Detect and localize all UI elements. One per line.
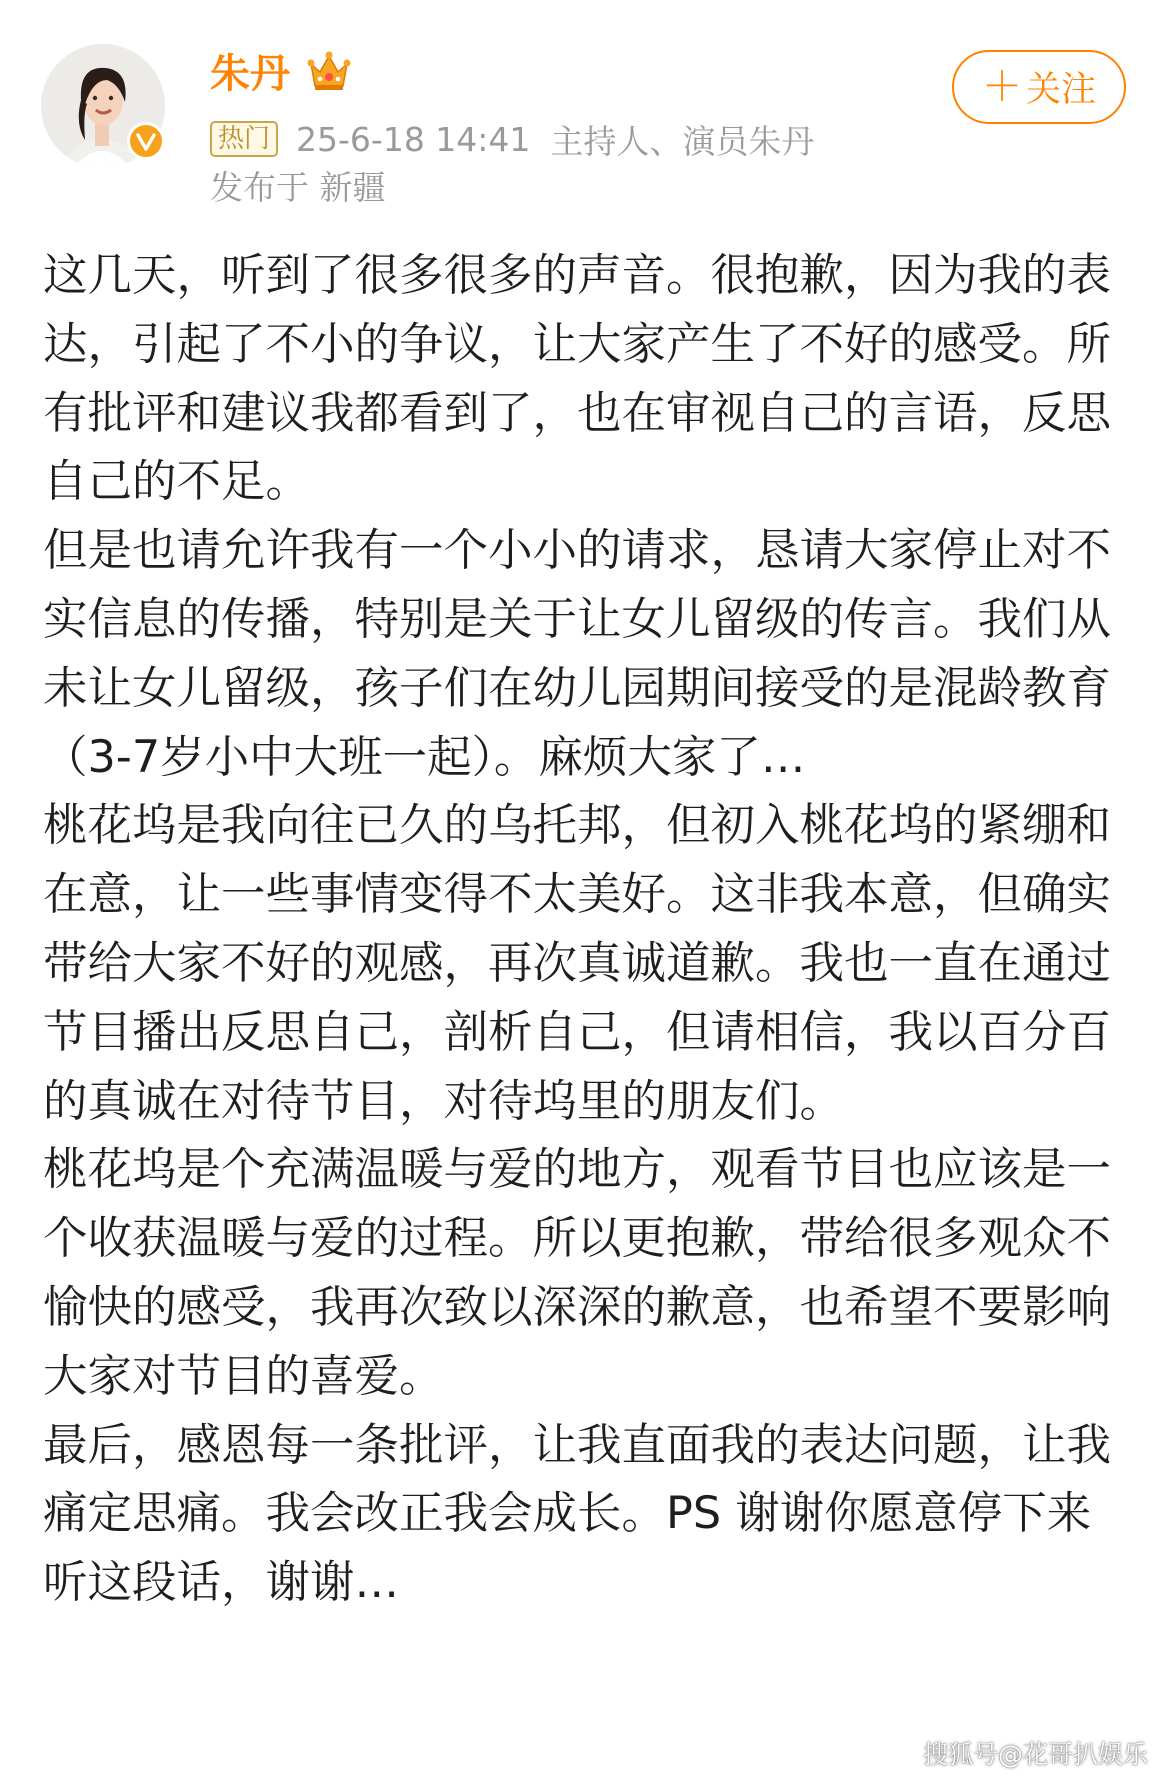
post-paragraph: 这几天，听到了很多很多的声音。很抱歉，因为我的表达，引起了不小的争议，让大家产生了不好的感受。所有批评和建议我都看到了，也在审视自己的言语，反思自己的不足。 bbox=[43, 250, 1112, 508]
post-paragraph: 桃花坞是个充满温暖与爱的地方，观看节目也应该是一个收获温暖与爱的过程。所以更抱歉，带给很多观众不愉快的感受，我再次致以深深的歉意，也希望不要影响大家对节目的喜爱。 bbox=[43, 1144, 1112, 1402]
author-title: 主持人、演员朱丹 bbox=[550, 121, 815, 161]
post-meta bbox=[210, 118, 814, 160]
plus-icon: ＋ bbox=[981, 64, 1022, 110]
post-paragraph: 最后，感恩每一条批评，让我直面我的表达问题，让我痛定思痛。我会改正我会成长。PS 谢谢你愿意停下来听这段话，谢谢… bbox=[43, 1419, 1112, 1609]
post-paragraph: 但是也请允许我有一个小小的请求，恳请大家停止对不实信息的传播，特别是关于让女儿留级的传言。我们从未让女儿留级，孩子们在幼儿园期间接受的是混龄教育（3-7岁小中大班一起）。麻烦大家了… bbox=[43, 525, 1112, 783]
post-location: 发布于 新疆 bbox=[210, 168, 386, 207]
crown-icon bbox=[306, 50, 352, 94]
hot-badge: 热门 bbox=[210, 121, 278, 157]
post-timestamp: 25-6-18 14:41 bbox=[296, 119, 531, 159]
verified-badge bbox=[127, 122, 165, 160]
post-content bbox=[43, 242, 1133, 1618]
post-paragraph: 桃花坞是我向往已久的乌托邦，但初入桃花坞的紧绷和在意，让一些事情变得不太美好。这非我本意，但确实带给大家不好的观感，再次真诚道歉。我也一直在通过节目播出反思自己，剖析自己，但请相信，我以百分百的真诚在对待节目，对待坞里的朋友们。 bbox=[43, 800, 1112, 1127]
watermark: 搜狐号@花哥扒娱乐 bbox=[922, 1740, 1148, 1769]
verified-v-icon bbox=[135, 130, 157, 152]
follow-label: 关注 bbox=[1025, 70, 1096, 110]
author-name[interactable]: 朱丹 bbox=[210, 51, 290, 97]
follow-button[interactable] bbox=[952, 50, 1126, 124]
